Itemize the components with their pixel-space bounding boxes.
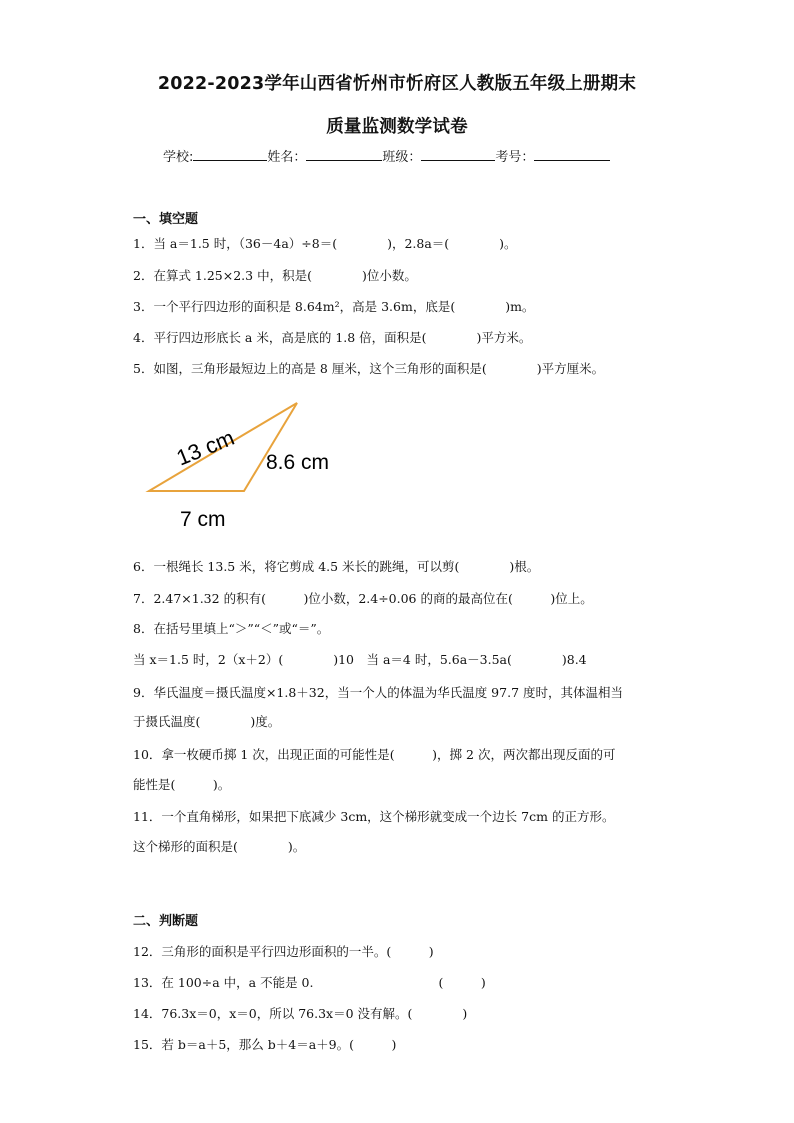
hypotenuse-label: 13 cm bbox=[172, 424, 238, 471]
exam-title-line1: 2022-2023学年山西省忻州市忻府区人教版五年级上册期末 bbox=[157, 74, 637, 94]
school-label: 学校: bbox=[163, 150, 194, 165]
triangle-figure bbox=[130, 392, 360, 537]
section-heading-fill-in: 一、填空题 bbox=[133, 212, 199, 227]
question-3: 3．一个平行四边形的面积是 8.64m²，高是 3.6m，底是( )m。 bbox=[133, 299, 535, 314]
class-blank[interactable] bbox=[421, 147, 495, 161]
bottom-side-label: 7 cm bbox=[180, 508, 226, 531]
question-9-line1: 9．华氏温度＝摄氏温度×1.8＋32，当一个人的体温为华氏温度 97.7 度时，其体温相当 bbox=[133, 685, 623, 700]
question-8: 8．在括号里填上“＞”“＜”或“＝”。 bbox=[133, 621, 330, 636]
question-11-line2: 这个梯形的面积是( )。 bbox=[133, 839, 306, 854]
student-info-row bbox=[163, 146, 610, 165]
question-10-line2: 能性是( )。 bbox=[133, 777, 231, 792]
question-15: 15．若 b＝a＋5，那么 b＋4＝a＋9。( ) bbox=[133, 1037, 397, 1052]
section-heading-true-false: 二、判断题 bbox=[133, 914, 199, 929]
right-side-label: 8.6 cm bbox=[266, 451, 330, 474]
class-label: 班级： bbox=[382, 150, 422, 165]
question-6: 6．一根绳长 13.5 米，将它剪成 4.5 米长的跳绳，可以剪( )根。 bbox=[133, 559, 540, 574]
question-13: 13．在 100÷a 中，a 不能是 0. ( ) bbox=[133, 975, 486, 990]
exam-number-label: 考号： bbox=[495, 150, 535, 165]
exam-number-blank[interactable] bbox=[534, 147, 610, 161]
question-10-line1: 10．拿一枚硬币掷 1 次，出现正面的可能性是( )，掷 2 次，两次都出现反面的可 bbox=[133, 747, 616, 762]
name-blank[interactable] bbox=[306, 147, 382, 161]
question-11-line1: 11．一个直角梯形，如果把下底减少 3cm，这个梯形就变成一个边长 7cm 的正方形。 bbox=[133, 809, 615, 824]
name-label: 姓名： bbox=[267, 150, 307, 165]
question-8-parts: 当 x＝1.5 时，2（x＋2）( )10 当 a＝4 时，5.6a－3.5a( )8.4 bbox=[133, 652, 587, 667]
question-7: 7．2.47×1.32 的积有( )位小数，2.4÷0.06 的商的最高位在( )位上。 bbox=[133, 591, 593, 606]
exam-title-line2: 质量监测数学试卷 bbox=[326, 117, 468, 137]
question-5: 5．如图，三角形最短边上的高是 8 厘米，这个三角形的面积是( )平方厘米。 bbox=[133, 361, 605, 376]
question-14: 14．76.3x＝0，x＝0，所以 76.3x＝0 没有解。( ) bbox=[133, 1006, 468, 1021]
question-1: 1．当 a＝1.5 时，（36－4a）÷8＝( )，2.8a＝( )。 bbox=[133, 236, 517, 251]
question-12: 12．三角形的面积是平行四边形面积的一半。( ) bbox=[133, 944, 434, 959]
question-9-line2: 于摄氏温度( )度。 bbox=[133, 714, 281, 729]
school-blank[interactable] bbox=[193, 147, 267, 161]
question-2: 2．在算式 1.25×2.3 中，积是( )位小数。 bbox=[133, 268, 417, 283]
question-4: 4．平行四边形底长 a 米，高是底的 1.8 倍，面积是( )平方米。 bbox=[133, 330, 532, 345]
